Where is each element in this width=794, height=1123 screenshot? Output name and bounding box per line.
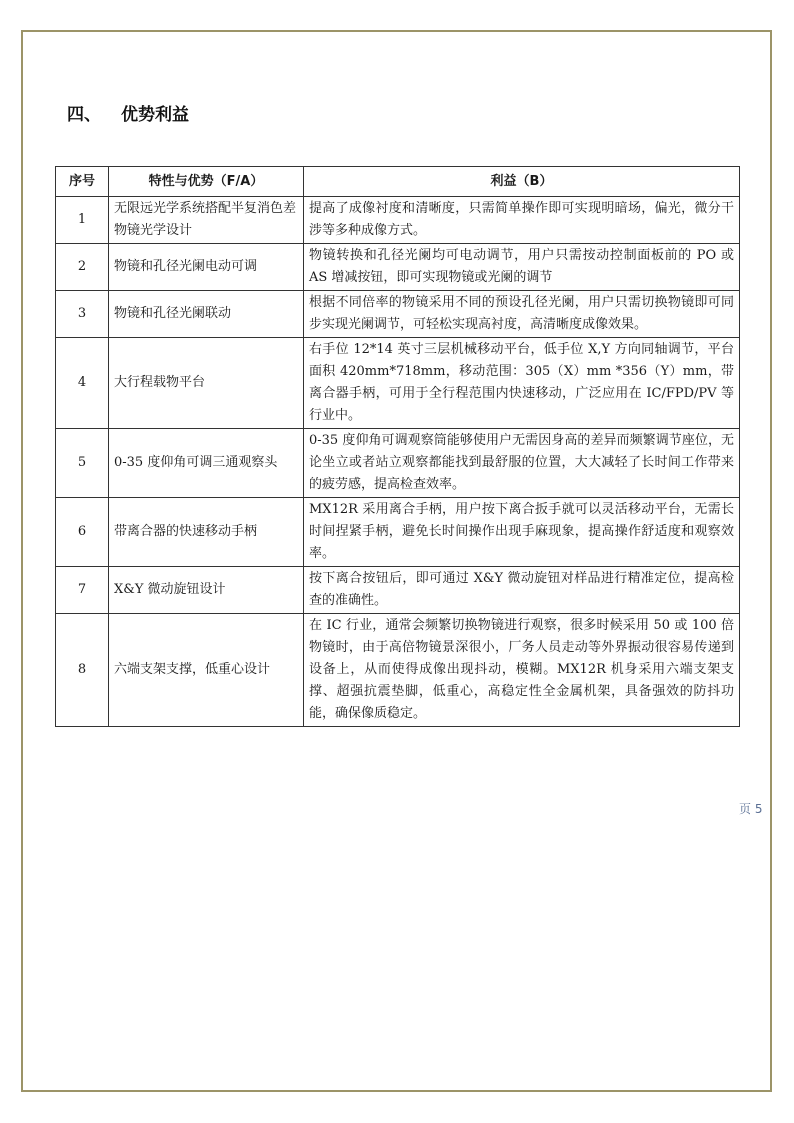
table-row <box>56 338 740 429</box>
row-benefit: 0-35 度仰角可调观察筒能够使用户无需因身高的差异而频繁调节座位，无论坐立或者站立观察都能找到最舒服的位置，大大减轻了长时间工作带来的疲劳感，提高检查效率。 <box>304 429 740 498</box>
row-index: 4 <box>56 338 109 429</box>
table-row <box>56 244 740 291</box>
row-benefit: 按下离合按钮后，即可通过 X&Y 微动旋钮对样品进行精准定位，提高检查的准确性。 <box>304 567 740 614</box>
table-row <box>56 498 740 567</box>
header-benefit: 利益（B） <box>304 167 740 197</box>
row-feature: 带离合器的快速移动手柄 <box>109 498 304 567</box>
row-benefit: 根据不同倍率的物镜采用不同的预设孔径光阑，用户只需切换物镜即可同步实现光阑调节，可轻松实现高衬度，高清晰度成像效果。 <box>304 291 740 338</box>
table-row <box>56 291 740 338</box>
section-heading <box>67 100 189 125</box>
row-feature: 大行程载物平台 <box>109 338 304 429</box>
table-row <box>56 197 740 244</box>
row-feature: X&Y 微动旋钮设计 <box>109 567 304 614</box>
page-number: 页 5 <box>739 802 763 816</box>
row-benefit: 提高了成像衬度和清晰度，只需简单操作即可实现明暗场，偏光，微分干涉等多种成像方式。 <box>304 197 740 244</box>
table-row <box>56 567 740 614</box>
row-index: 1 <box>56 197 109 244</box>
header-index: 序号 <box>56 167 109 197</box>
advantages-table <box>55 166 740 727</box>
row-feature: 物镜和孔径光阑电动可调 <box>109 244 304 291</box>
row-index: 7 <box>56 567 109 614</box>
row-index: 3 <box>56 291 109 338</box>
row-feature: 物镜和孔径光阑联动 <box>109 291 304 338</box>
row-index: 5 <box>56 429 109 498</box>
table-row <box>56 614 740 727</box>
row-benefit: 右手位 12*14 英寸三层机械移动平台，低手位 X,Y 方向同轴调节，平台面积 420mm*718mm，移动范围：305（X）mm *356（Y）mm，带离合器手柄，可用于全行程范围内快速移动，广泛应用在 IC/FPD/PV 等行业中。 <box>304 338 740 429</box>
row-benefit: 物镜转换和孔径光阑均可电动调节，用户只需按动控制面板前的 PO 或 AS 增减按钮，即可实现物镜或光阑的调节 <box>304 244 740 291</box>
table-header-row <box>56 167 740 197</box>
row-index: 8 <box>56 614 109 727</box>
row-feature: 0-35 度仰角可调三通观察头 <box>109 429 304 498</box>
section-title: 优势利益 <box>121 105 189 125</box>
section-number: 四、 <box>67 105 101 125</box>
row-feature: 无限远光学系统搭配半复消色差物镜光学设计 <box>109 197 304 244</box>
row-index: 2 <box>56 244 109 291</box>
header-feature: 特性与优势（F/A） <box>109 167 304 197</box>
row-index: 6 <box>56 498 109 567</box>
row-benefit: 在 IC 行业，通常会频繁切换物镜进行观察，很多时候采用 50 或 100 倍物镜时，由于高倍物镜景深很小，厂务人员走动等外界振动很容易传递到设备上，从而使得成像出现抖动，模糊。MX12R 机身采用六端支架支撑、超强抗震垫脚，低重心，高稳定性全金属机架，具备强效的防抖功能，确保像质稳定。 <box>304 614 740 727</box>
row-feature: 六端支架支撑，低重心设计 <box>109 614 304 727</box>
row-benefit: MX12R 采用离合手柄，用户按下离合扳手就可以灵活移动平台，无需长时间捏紧手柄，避免长时间操作出现手麻现象，提高操作舒适度和观察效率。 <box>304 498 740 567</box>
table-row <box>56 429 740 498</box>
